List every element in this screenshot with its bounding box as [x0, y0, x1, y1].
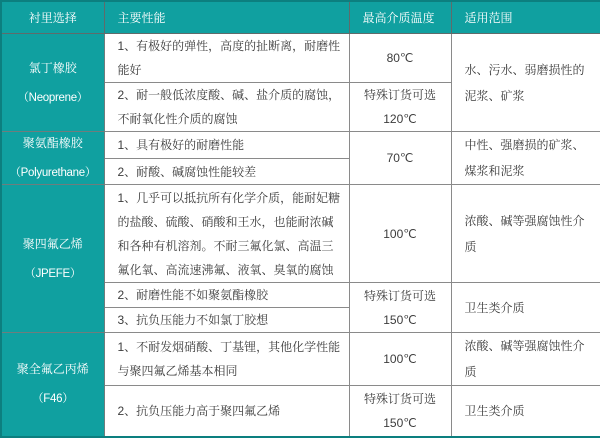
application-text-line: 浓酸、碱等强腐蚀性介: [464, 339, 585, 353]
application-cell: [451, 283, 600, 333]
temperature-value: 100℃: [383, 226, 417, 241]
performance-cell: [104, 386, 349, 437]
performance-cell: [104, 83, 349, 132]
application-cell: [451, 386, 600, 437]
performance-cell: [104, 308, 349, 333]
application-text-line: 煤浆和泥浆: [464, 164, 525, 178]
material-latin-name: （JPEFE）: [24, 267, 82, 280]
material-name: 聚氨酯橡胶: [22, 136, 83, 150]
application-text-line: 浓酸、碱等强腐蚀性介: [464, 213, 585, 228]
performance-text-line: 的盐酸、硫酸、硝酸和王水，也能耐浓碱: [117, 214, 334, 229]
performance-text-line: 氟化氧、高流速沸氟、液氧、臭氧的腐蚀: [117, 262, 334, 277]
table-row: [1, 34, 600, 83]
table-row: [1, 185, 600, 283]
column-header-max-temperature: 最高介质温度: [349, 1, 451, 34]
performance-text-line: 1、不耐发烟硝酸、丁基锂，其他化学性能: [117, 340, 341, 354]
temperature-value: 100℃: [383, 352, 417, 366]
performance-cell: [104, 159, 349, 185]
material-latin-name: （Polyurethane）: [9, 167, 97, 179]
performance-cell: [104, 333, 349, 386]
application-text-line: 泥浆、矿浆: [464, 88, 525, 103]
table-row: [1, 132, 600, 159]
performance-text-line: 不耐氧化性介质的腐蚀: [117, 112, 238, 126]
temperature-value: 70℃: [386, 151, 414, 165]
material-latin-name: （F46）: [32, 393, 74, 406]
performance-text-line: 能好: [117, 63, 142, 77]
application-text-line: 中性、强磨损的矿浆、: [464, 138, 585, 152]
column-header-application: 适用范围: [451, 1, 600, 34]
temperature-note: 特殊订货可选: [363, 288, 436, 303]
temperature-note: 特殊订货可选: [363, 391, 436, 406]
temperature-cell: [349, 333, 451, 386]
performance-cell: [104, 132, 349, 159]
temperature-value: 120℃: [383, 112, 417, 126]
temperature-cell: [349, 386, 451, 437]
performance-cell: [104, 185, 349, 283]
temperature-cell: [349, 283, 451, 333]
material-cell-fep: [1, 333, 104, 437]
material-name: 聚四氟乙烯: [22, 236, 83, 251]
column-header-lining: 衬里选择: [1, 1, 104, 34]
performance-text-line: 与聚四氟乙烯基本相同: [117, 364, 238, 378]
performance-text-line: 2、耐磨性能不如聚氨酯橡胶: [117, 288, 269, 302]
performance-text-line: 和各种有机溶剂。不耐三氟化氯、高温三: [117, 238, 334, 253]
material-cell-neoprene: [1, 34, 104, 132]
material-latin-name: （Neoprene）: [17, 91, 88, 104]
performance-text-line: 1、具有极好的耐磨性能: [117, 138, 245, 152]
application-text-line: 质: [464, 239, 477, 254]
column-header-performance: 主要性能: [104, 1, 349, 34]
temperature-cell: [349, 34, 451, 83]
application-cell: [451, 333, 600, 386]
table-row: [1, 333, 600, 386]
temperature-value: 150℃: [383, 312, 417, 327]
temperature-value: 80℃: [386, 51, 414, 65]
performance-text-line: 1、有极好的弹性，高度的扯断离，耐磨性: [117, 39, 341, 53]
material-cell-ptfe: [1, 185, 104, 333]
temperature-cell: [349, 83, 451, 132]
performance-text-line: 2、耐一般低浓度酸、碱、盐介质的腐蚀，: [117, 88, 341, 102]
application-text-line: 卫生类介质: [464, 300, 525, 315]
application-cell: [451, 185, 600, 283]
application-text-line: 质: [464, 365, 477, 379]
performance-text-line: 2、耐酸、碱腐蚀性能较差: [117, 164, 257, 179]
application-text-line: 卫生类介质: [464, 403, 525, 418]
temperature-cell: [349, 132, 451, 185]
material-name: 聚全氟乙丙烯: [16, 362, 89, 377]
application-text-line: 水、污水、弱磨损性的: [464, 62, 585, 77]
performance-cell: [104, 34, 349, 83]
temperature-cell: [349, 185, 451, 283]
temperature-note: 特殊订货可选: [363, 88, 436, 102]
performance-cell: [104, 283, 349, 308]
application-cell: [451, 34, 600, 132]
performance-text-line: 3、抗负压能力不如氯丁胶想: [117, 313, 269, 327]
application-cell: [451, 132, 600, 185]
performance-text-line: 1、几乎可以抵抗所有化学介质，能耐妃糖: [117, 190, 341, 205]
material-cell-polyurethane: [1, 132, 104, 185]
material-name: 氯丁橡胶: [28, 60, 77, 75]
header-row: [1, 1, 600, 34]
temperature-value: 150℃: [383, 415, 417, 430]
performance-text-line: 2、抗负压能力高于聚四氟乙烯: [117, 403, 281, 418]
